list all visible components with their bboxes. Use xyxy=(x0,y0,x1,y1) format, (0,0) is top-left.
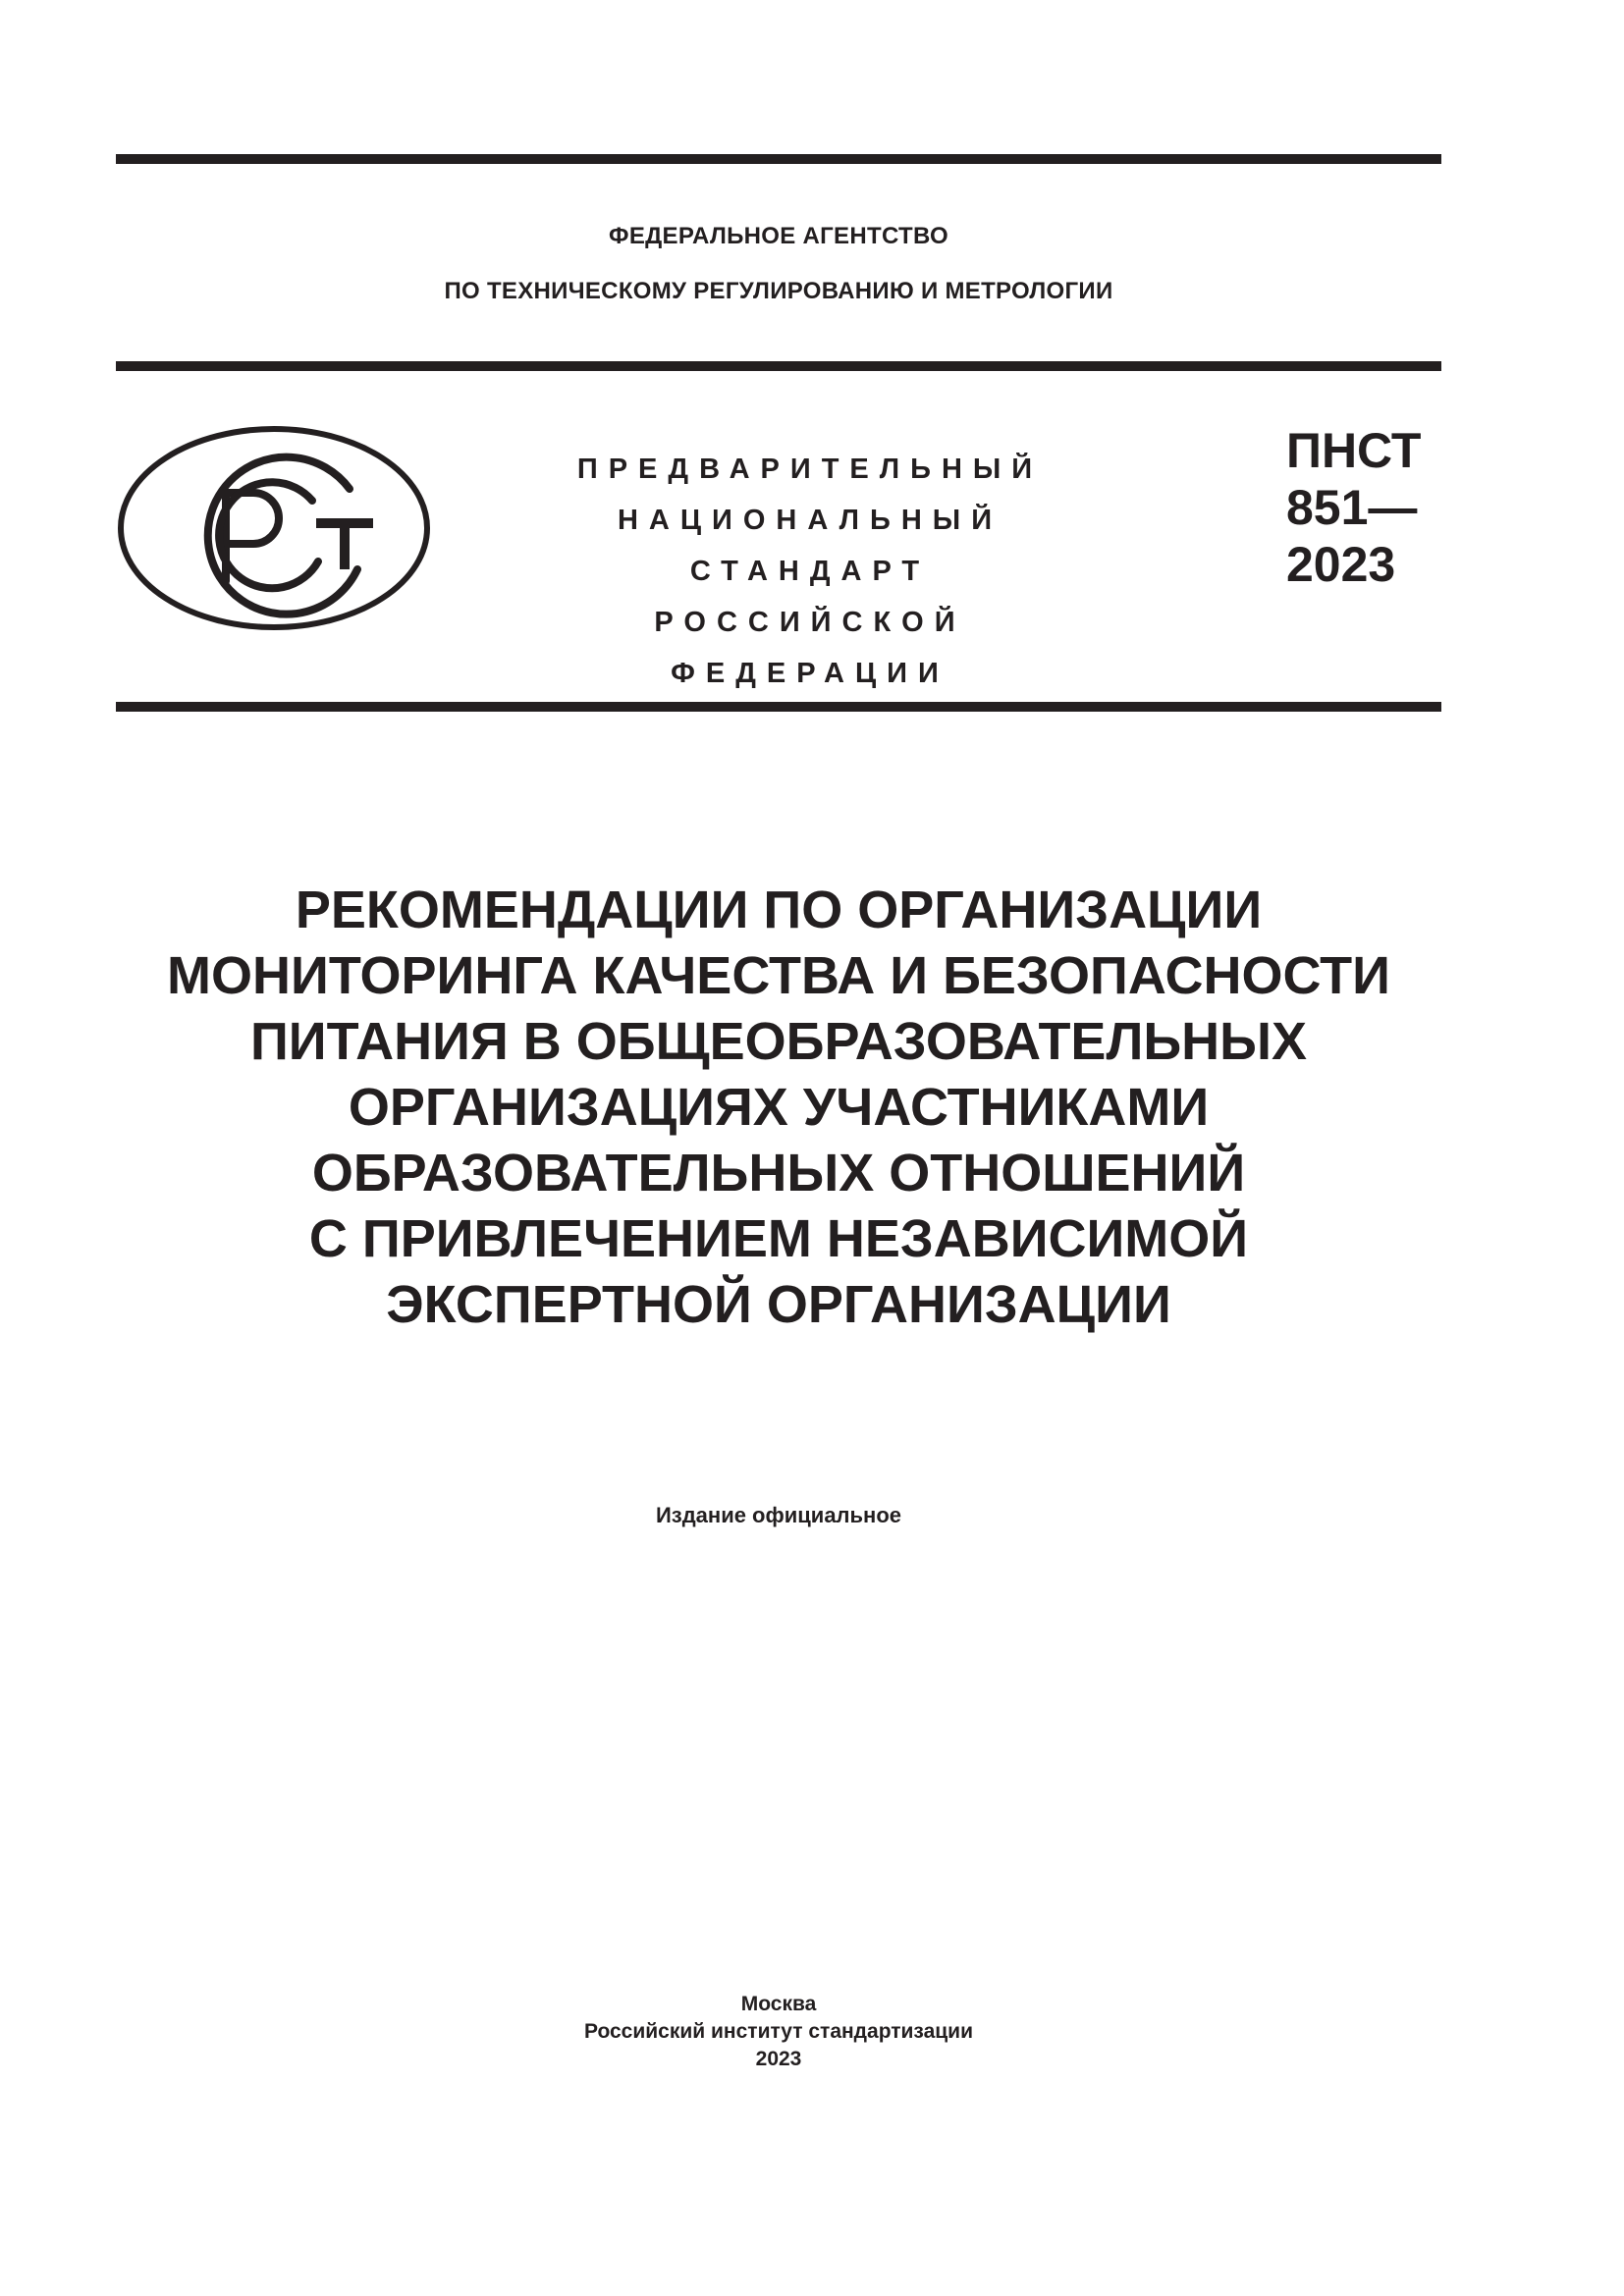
header-rule xyxy=(116,361,1441,371)
standard-type-block xyxy=(535,444,1085,699)
standard-number-prefix: ПНСТ xyxy=(1286,423,1422,478)
agency-name-line2: ПО ТЕХНИЧЕСКОМУ РЕГУЛИРОВАНИЮ И МЕТРОЛОГИИ xyxy=(444,278,1113,304)
document-title xyxy=(116,878,1441,1338)
title-line: ПИТАНИЯ В ОБЩЕОБРАЗОВАТЕЛЬНЫХ xyxy=(249,1012,1308,1071)
standard-type-line: СТАНДАРТ xyxy=(689,556,931,587)
imprint-year: 2023 xyxy=(755,2048,802,2070)
title-line: С ПРИВЛЕЧЕНИЕМ НЕЗАВИСИМОЙ xyxy=(308,1209,1249,1268)
imprint xyxy=(116,1991,1441,2073)
standard-type-line: ПРЕДВАРИТЕЛЬНЫЙ xyxy=(576,454,1044,485)
title-line: ЭКСПЕРТНОЙ ОРГАНИЗАЦИИ xyxy=(386,1275,1171,1334)
gost-r-logo-icon xyxy=(116,424,432,632)
standard-number xyxy=(1286,422,1421,593)
title-line: ОБРАЗОВАТЕЛЬНЫХ ОТНОШЕНИЙ xyxy=(311,1144,1246,1202)
standard-number-year: 2023 xyxy=(1286,537,1396,592)
title-line: ОРГАНИЗАЦИЯХ УЧАСТНИКАМИ xyxy=(348,1078,1210,1137)
standard-type-line: РОССИЙСКОЙ xyxy=(654,607,966,638)
top-rule xyxy=(116,154,1441,164)
section-rule xyxy=(116,702,1441,712)
imprint-publisher: Российский институт стандартизации xyxy=(583,2020,974,2043)
title-line: РЕКОМЕНДАЦИИ ПО ОРГАНИЗАЦИИ xyxy=(295,881,1263,939)
title-line: МОНИТОРИНГА КАЧЕСТВА И БЕЗОПАСНОСТИ xyxy=(167,946,1390,1005)
imprint-city: Москва xyxy=(740,1993,817,2015)
standard-number-code: 851— xyxy=(1286,480,1418,535)
agency-name-line1: ФЕДЕРАЛЬНОЕ АГЕНТСТВО xyxy=(609,223,948,249)
standard-type-line: ФЕДЕРАЦИИ xyxy=(671,658,949,689)
standard-type-line: НАЦИОНАЛЬНЫЙ xyxy=(617,505,1003,536)
edition-note: Издание официальное xyxy=(655,1503,902,1527)
